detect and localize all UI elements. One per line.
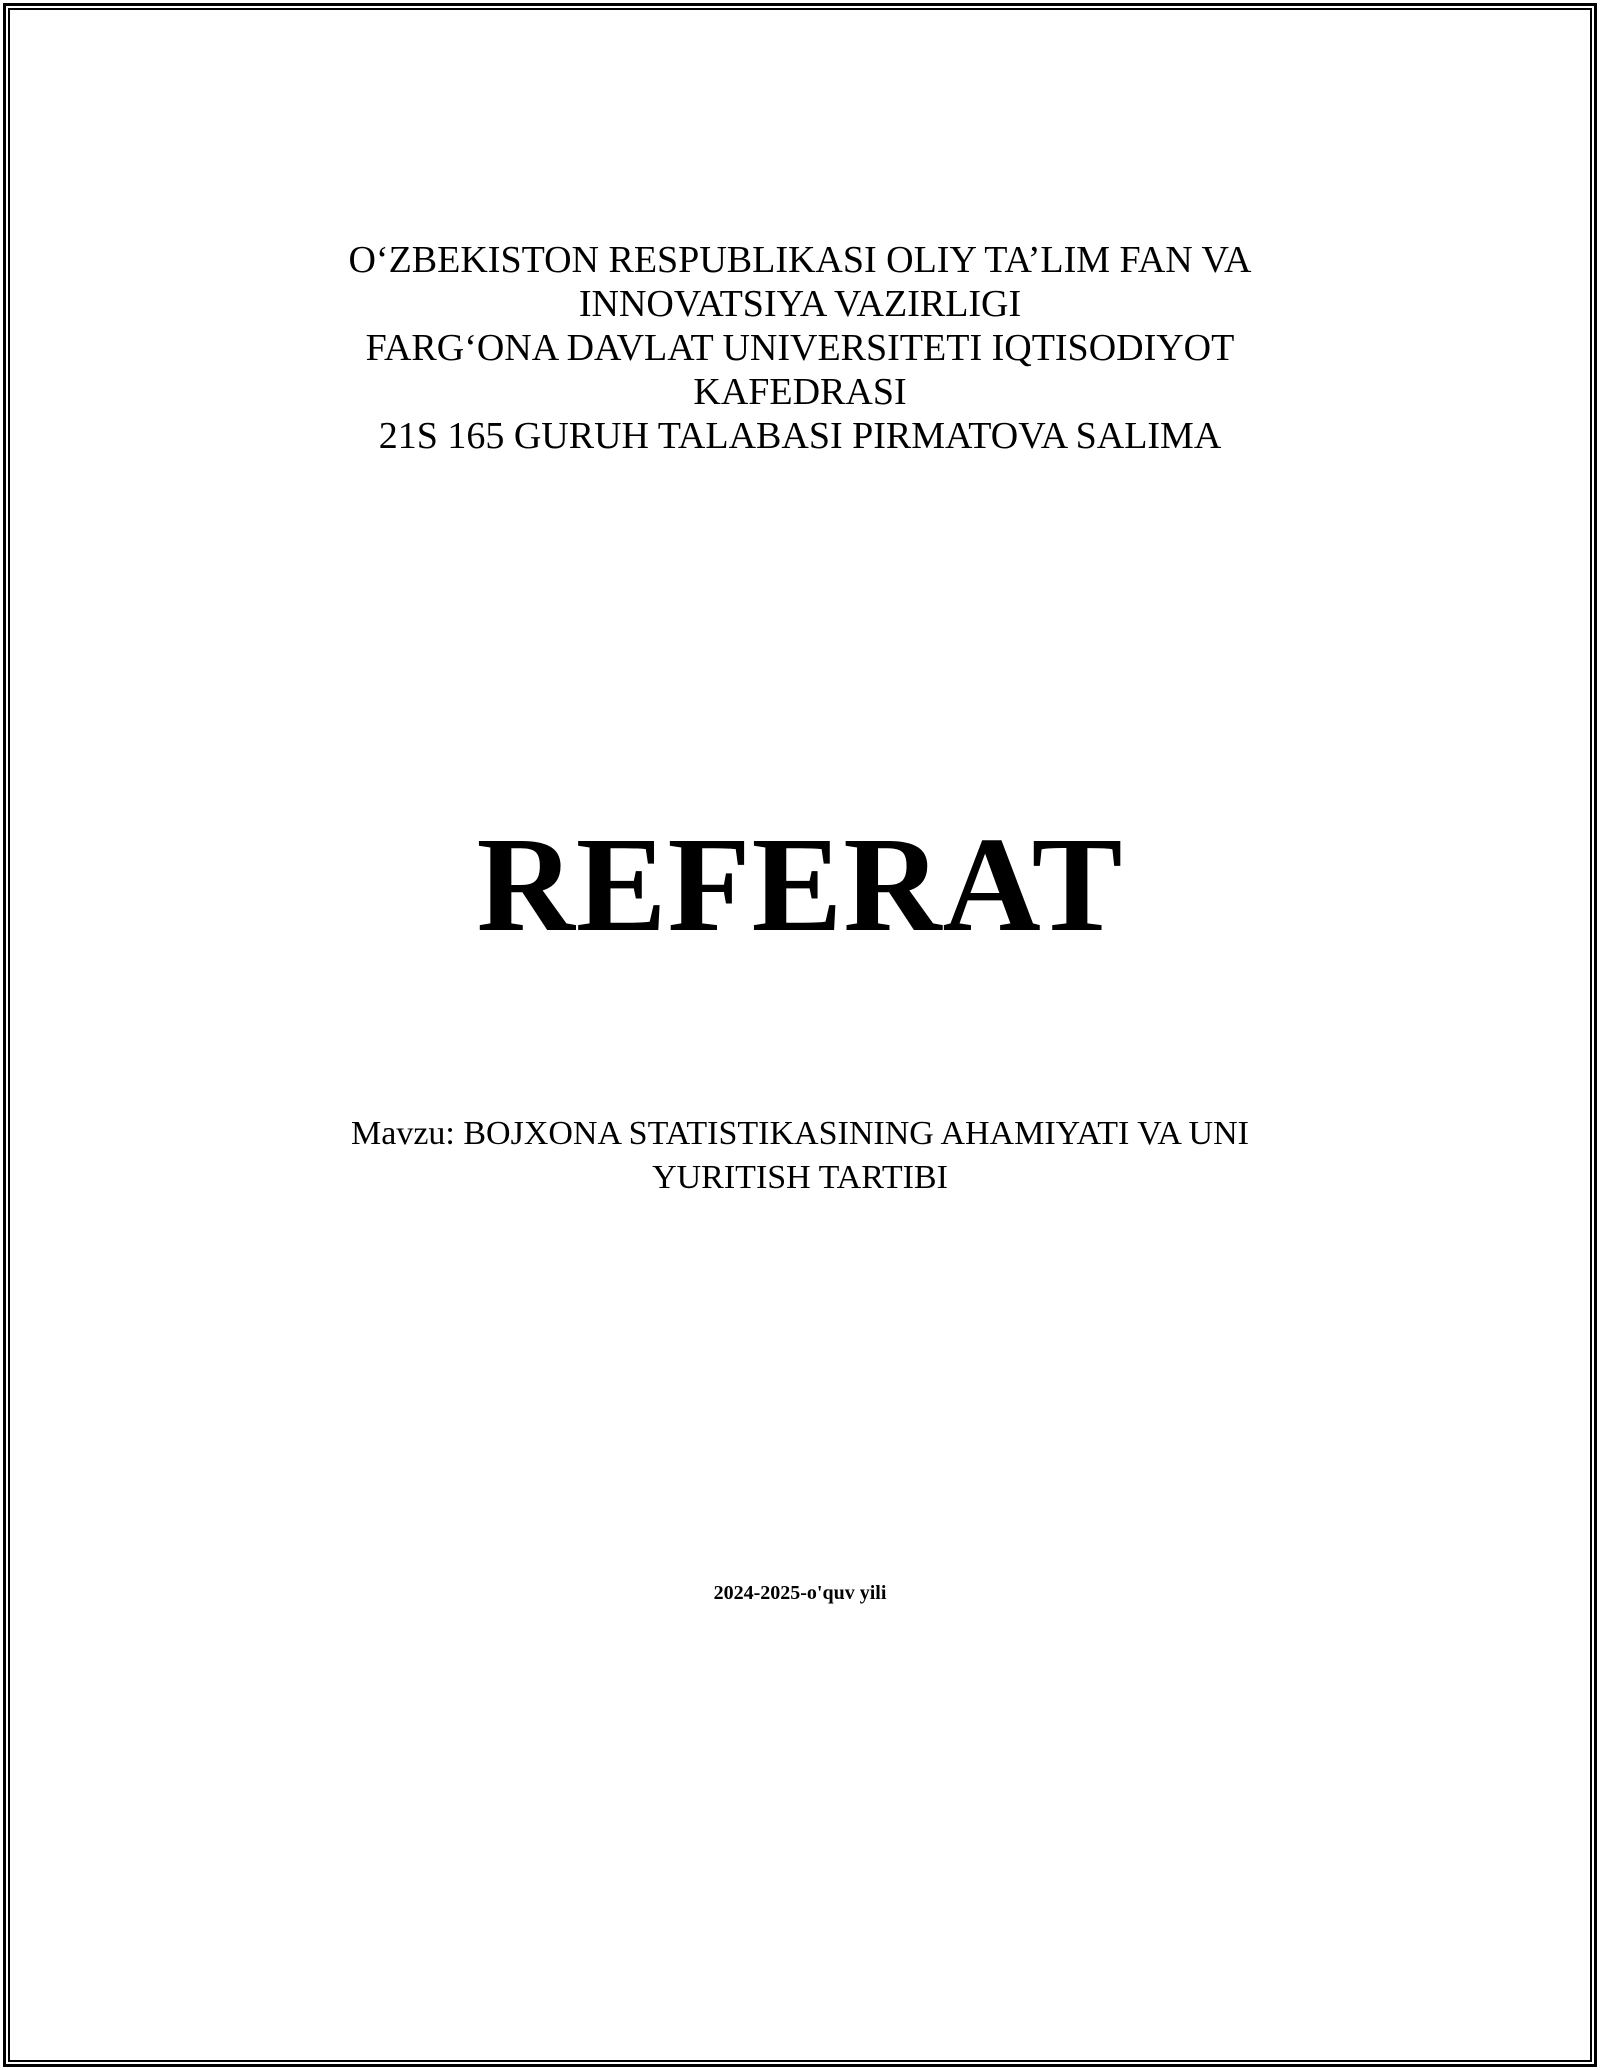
university-line-1: FARG‘ONA DAVLAT UNIVERSITETI IQTISODIYOT — [365, 327, 1235, 369]
document-title: REFERAT — [476, 810, 1124, 960]
ministry-line-2: INNOVATSIYA VAZIRLIGI — [578, 283, 1022, 325]
academic-year: 2024-2025-o'quv yili — [713, 1582, 887, 1604]
topic-line-1: Mavzu: BOJXONA STATISTIKASINING AHAMIYATI VA UNI — [351, 1115, 1249, 1152]
topic-block — [0, 1112, 1600, 1200]
university-line-2: KAFEDRASI — [693, 371, 907, 413]
ministry-line-1: O‘ZBEKISTON RESPUBLIKASI OLIY TA’LIM FAN VA — [348, 239, 1252, 281]
student-line: 21S 165 GURUH TALABASI PIRMATOVA SALIMA — [378, 415, 1222, 457]
header-block — [0, 238, 1600, 458]
topic-line-2: YURITISH TARTIBI — [652, 1159, 948, 1196]
